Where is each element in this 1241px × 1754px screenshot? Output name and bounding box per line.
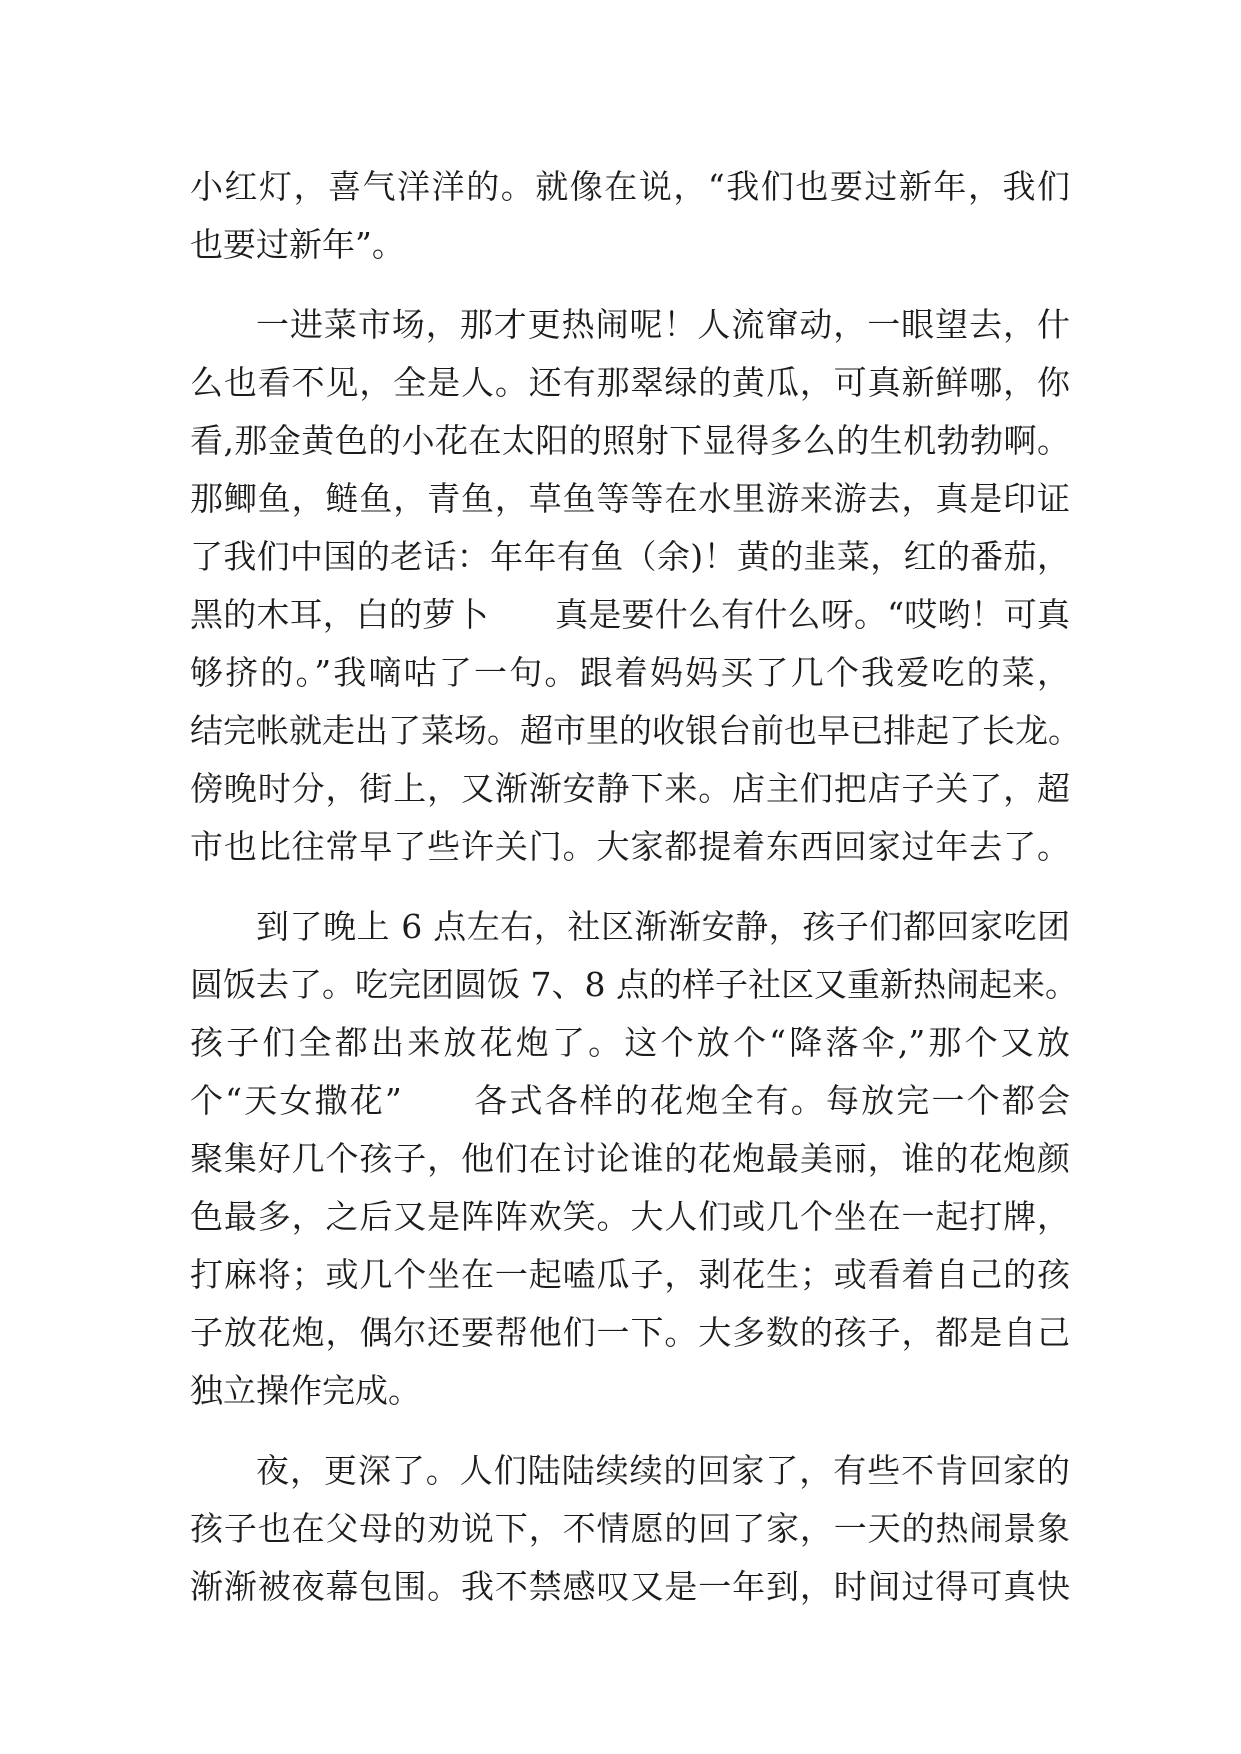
text-line: 结完帐就走出了菜场。超市里的收银台前也早已排起了长龙。 <box>190 711 1081 750</box>
document-body <box>190 158 1081 1616</box>
text-line: 色最多，之后又是阵阵欢笑。大人们或几个坐在一起打牌， <box>190 1197 1070 1236</box>
paragraph-spacing <box>190 1420 1070 1442</box>
text-line: 独立操作完成。 <box>190 1371 421 1410</box>
text-line: 黑的木耳，白的萝卜 真是要什么有什么呀。“哎哟！可真 <box>190 595 1070 634</box>
text-line: 小红灯，喜气洋洋的。就像在说，“我们也要过新年，我们 <box>190 167 1070 206</box>
paragraph <box>190 296 1081 876</box>
text-line: 子放花炮，偶尔还要帮他们一下。大多数的孩子，都是自己 <box>190 1313 1070 1352</box>
text-line: 打麻将；或几个坐在一起嗑瓜子，剥花生；或看着自己的孩 <box>190 1255 1070 1294</box>
text-line: 孩子也在父母的劝说下，不情愿的回了家，一天的热闹景象 <box>190 1509 1070 1548</box>
text-line: 个“天女撒花” 各式各样的花炮全有。每放完一个都会 <box>190 1081 1070 1120</box>
text-line: 傍晚时分，街上，又渐渐安静下来。店主们把店子关了，超 <box>190 769 1070 808</box>
text-line: 看,那金黄色的小花在太阳的照射下显得多么的生机勃勃啊。 <box>190 421 1070 460</box>
text-line: 够挤的。”我嘀咕了一句。跟着妈妈买了几个我爱吃的菜， <box>190 653 1070 692</box>
text-line: 么也看不见，全是人。还有那翠绿的黄瓜，可真新鲜哪，你 <box>190 363 1070 402</box>
text-line: 圆饭去了。吃完团圆饭 7、8 点的样子社区又重新热闹起来。 <box>190 965 1078 1004</box>
paragraph-spacing <box>190 876 1070 898</box>
text-line: 聚集好几个孩子，他们在讨论谁的花炮最美丽，谁的花炮颜 <box>190 1139 1070 1178</box>
text-line: 那鲫鱼，鲢鱼，青鱼，草鱼等等在水里游来游去，真是印证 <box>190 479 1070 518</box>
text-line: 渐渐被夜幕包围。我不禁感叹又是一年到，时间过得可真快 <box>190 1567 1070 1606</box>
paragraph <box>190 158 1070 274</box>
text-line: 了我们中国的老话：年年有鱼（余)！黄的韭菜，红的番茄， <box>190 537 1070 576</box>
text-line: 到了晚上 6 点左右，社区渐渐安静，孩子们都回家吃团 <box>256 907 1070 946</box>
text-line: 一进菜市场，那才更热闹呢！人流窜动，一眼望去，什 <box>256 305 1070 344</box>
text-line: 孩子们全都出来放花炮了。这个放个“降落伞,”那个又放 <box>190 1023 1070 1062</box>
text-line: 夜，更深了。人们陆陆续续的回家了，有些不肯回家的 <box>256 1451 1070 1490</box>
text-line: 市也比往常早了些许关门。大家都提着东西回家过年去了。 <box>190 827 1070 866</box>
text-line: 也要过新年”。 <box>190 225 405 264</box>
paragraph-spacing <box>190 274 1070 296</box>
paragraph <box>190 898 1078 1420</box>
paragraph <box>190 1442 1070 1616</box>
